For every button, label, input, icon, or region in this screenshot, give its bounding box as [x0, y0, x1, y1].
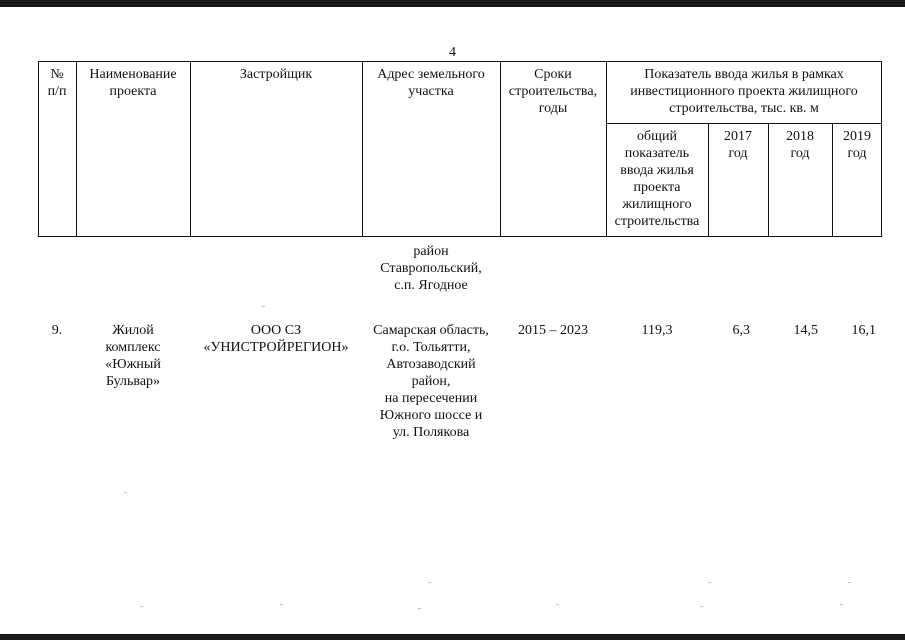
continued-address-cell: район Ставропольский, с.п. Ягодное — [380, 244, 482, 293]
header-2018: 2018 год — [786, 129, 814, 161]
header-indicator: Показатель ввода жилья в рамках инвестиционного проекта жилищного строительства, тыс. кв. м — [630, 67, 858, 116]
row-project-name: Жилой комплекс «Южный Бульвар» — [105, 323, 161, 389]
header-num: № п/п — [47, 67, 67, 99]
scan-top-border — [0, 0, 905, 7]
row-2017: 6,3 — [732, 323, 750, 338]
page-number: 4 — [449, 45, 456, 60]
header-address: Адрес земельного участка — [377, 67, 485, 99]
header-2019: 2019 год — [843, 129, 871, 161]
row-2019: 16,1 — [851, 323, 876, 338]
row-total: 119,3 — [641, 323, 673, 338]
row-terms: 2015 – 2023 — [518, 323, 588, 338]
header-project-name: Наименование проекта — [89, 67, 177, 99]
header-2017: 2017 год — [724, 129, 752, 161]
row-2018: 14,5 — [793, 323, 818, 338]
scan-bottom-border — [0, 634, 905, 640]
header-total: общий показатель ввода жилья проекта жилищного строительства — [614, 129, 700, 229]
header-terms: Сроки строительства, годы — [508, 67, 598, 116]
row-address: Самарская область, г.о. Тольятти, Автозаводский район, на пересечении Южного шоссе и ул. Полякова — [373, 323, 489, 440]
header-developer: Застройщик — [239, 67, 313, 82]
row-num: 9. — [51, 323, 63, 338]
row-developer: ООО СЗ «УНИСТРОЙРЕГИОН» — [203, 323, 349, 355]
